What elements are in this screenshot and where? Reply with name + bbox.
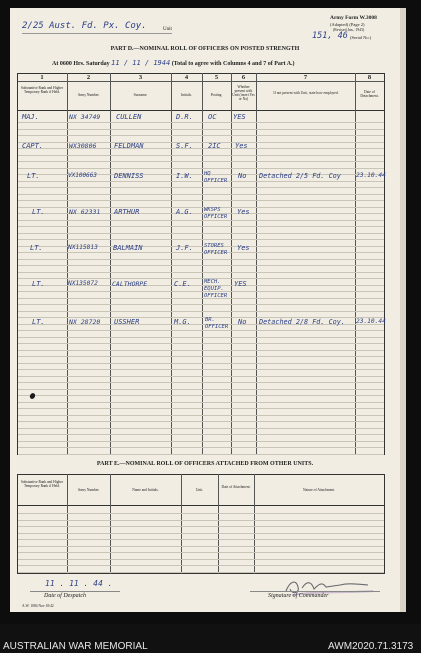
col-border-6 bbox=[256, 73, 257, 455]
ruled-line bbox=[18, 343, 384, 344]
rank-cell: LT. bbox=[32, 280, 45, 288]
surname-cell: CALTHORPE bbox=[112, 280, 148, 288]
ruled-line bbox=[18, 559, 384, 560]
at-date: 11 / 11 / 194 bbox=[111, 59, 166, 67]
ruled-line bbox=[18, 233, 384, 234]
ink-blot bbox=[29, 392, 36, 400]
ruled-line bbox=[18, 454, 384, 455]
ruled-line bbox=[18, 311, 384, 312]
unit-value: 2/25 Aust. Fd. Px. Coy. bbox=[22, 21, 147, 31]
initials-cell: M.G. bbox=[174, 318, 191, 326]
commander-label: Signature of Commander bbox=[268, 593, 329, 599]
col-border-right bbox=[384, 73, 385, 455]
ruled-line bbox=[18, 155, 384, 156]
at-prefix: At 0600 Hrs. Saturday bbox=[52, 61, 110, 67]
posting-cell: BR. OFFICER bbox=[205, 317, 229, 330]
surname-cell: USSHER bbox=[114, 318, 140, 326]
present-cell: Yes bbox=[235, 142, 248, 150]
surname-cell: BALMAIN bbox=[113, 244, 143, 252]
army-number-cell: NX135072 bbox=[68, 280, 98, 287]
army-number-cell: NX 28720 bbox=[69, 318, 101, 326]
initials-cell: J.F. bbox=[176, 244, 193, 252]
col-header-date: Date of Detachment. bbox=[360, 90, 379, 98]
ruled-line bbox=[18, 330, 384, 331]
part-e-col-header-date: Date of Attachment. bbox=[221, 485, 251, 489]
ruled-line bbox=[18, 129, 384, 130]
ruled-line bbox=[18, 526, 384, 527]
col-number-3: 3 bbox=[138, 74, 143, 81]
posting-cell: HQ OFFICER bbox=[204, 171, 228, 184]
col-header-surname: Surname. bbox=[133, 93, 148, 97]
form-revised: (Revised Jan., 1943) bbox=[333, 28, 365, 32]
army-number-cell: NX 62331 bbox=[69, 208, 101, 216]
ruled-line bbox=[18, 389, 384, 390]
rank-cell: LT. bbox=[27, 172, 40, 180]
ruled-line bbox=[18, 428, 384, 429]
col-number-6: 6 bbox=[241, 74, 246, 81]
ruled-line bbox=[18, 415, 384, 416]
initials-cell: A.G. bbox=[176, 208, 193, 216]
col-header-rank: Substantive Rank and Higher Temporary Rank if Held. bbox=[20, 86, 64, 94]
initials-cell: I.W. bbox=[176, 172, 193, 180]
part-e-col-header-name: Name and Initials. bbox=[132, 488, 159, 492]
ruled-line bbox=[18, 520, 384, 521]
ruled-line bbox=[18, 135, 384, 136]
ruled-line bbox=[18, 252, 384, 253]
document-page bbox=[10, 8, 400, 612]
initials-cell: D.R. bbox=[176, 113, 193, 121]
present-cell: No bbox=[238, 172, 247, 180]
part-e-col-header-army-number: Army Number. bbox=[77, 488, 100, 492]
commander-underline bbox=[250, 591, 380, 592]
part-e-col-border-right bbox=[384, 474, 385, 574]
ruled-line bbox=[18, 408, 384, 409]
surname-cell: CULLEN bbox=[116, 113, 142, 121]
catalogue-number: AWM2020.71.3173 bbox=[328, 641, 414, 652]
rank-cell: LT. bbox=[32, 318, 45, 326]
army-number-cell: VX100663 bbox=[68, 172, 97, 179]
unit-label: Unit bbox=[163, 27, 172, 32]
employment-cell: Detached 2/5 Fd. Coy bbox=[259, 172, 341, 180]
part-e-top-border bbox=[17, 474, 384, 475]
surname-cell: ARTHUR bbox=[114, 208, 140, 216]
despatch-underline bbox=[30, 591, 120, 592]
present-cell: Yes bbox=[237, 208, 250, 216]
ruled-line bbox=[18, 434, 384, 435]
ruled-line bbox=[18, 356, 384, 357]
date-cell: 23.10.44 bbox=[356, 318, 386, 325]
part-e-col-header-nature: Nature of Attachment. bbox=[302, 488, 336, 492]
col-header-army-number: Army Number. bbox=[77, 93, 100, 97]
ruled-line bbox=[18, 239, 384, 240]
ruled-line bbox=[18, 539, 384, 540]
ruled-line bbox=[18, 226, 384, 227]
ruled-line bbox=[18, 304, 384, 305]
ruled-line bbox=[18, 369, 384, 370]
col-number-4: 4 bbox=[184, 74, 189, 81]
part-e-header-bottom bbox=[17, 505, 384, 506]
date-cell: 23.10.44 bbox=[356, 172, 386, 179]
ruled-line bbox=[18, 441, 384, 442]
ruled-line bbox=[18, 161, 384, 162]
col-border-5 bbox=[231, 73, 232, 455]
ruled-line bbox=[18, 298, 384, 299]
posting-cell: STORES OFFICER bbox=[204, 243, 228, 256]
page-edge-strip bbox=[400, 8, 406, 612]
col-number-8: 8 bbox=[367, 74, 372, 81]
ruled-line bbox=[18, 546, 384, 547]
col-header-employment: If not present with Unit, state how employed. bbox=[273, 91, 339, 95]
col-number-2: 2 bbox=[86, 74, 91, 81]
col-number-7: 7 bbox=[303, 74, 308, 81]
ruled-line bbox=[18, 278, 384, 279]
header-bottom-border bbox=[17, 110, 384, 111]
form-title: Army Form W.3008 bbox=[330, 15, 377, 21]
ruled-line bbox=[18, 513, 384, 514]
col-number-1: 1 bbox=[40, 74, 44, 81]
ruled-line bbox=[18, 220, 384, 221]
serial-label: (Serial No.) bbox=[350, 35, 372, 40]
army-number-cell: WX30806 bbox=[69, 142, 97, 150]
ruled-line bbox=[18, 421, 384, 422]
col-header-posting: Posting. bbox=[210, 93, 223, 97]
col-number-divider bbox=[17, 81, 384, 82]
at-suffix: (Total to agree with Columns 4 and 7 of Part A.) bbox=[171, 61, 295, 67]
part-d-at-line bbox=[52, 59, 295, 67]
at-year: 4 bbox=[165, 59, 171, 67]
ruled-line bbox=[18, 363, 384, 364]
rank-cell: LT. bbox=[32, 208, 45, 216]
army-number-cell: NX 34749 bbox=[69, 113, 101, 121]
ruled-line bbox=[18, 350, 384, 351]
col-header-initials: Initials. bbox=[181, 93, 192, 97]
ruled-line bbox=[18, 376, 384, 377]
present-cell: Yes bbox=[237, 244, 250, 252]
form-adapted: (Adapted) (Page 2) bbox=[330, 22, 365, 27]
col-header-present: Whether present with Unit (insert Yes or No) bbox=[232, 85, 255, 101]
ruled-line bbox=[18, 168, 384, 169]
ruled-line bbox=[18, 200, 384, 201]
institution-credit: AUSTRALIAN WAR MEMORIAL bbox=[3, 641, 148, 652]
initials-cell: C.E. bbox=[174, 280, 191, 288]
ruled-line bbox=[18, 382, 384, 383]
col-border-3 bbox=[171, 73, 172, 455]
posting-cell: MECH. EQUIP. OFFICER bbox=[204, 279, 228, 299]
part-e-col-header-rank: Substantive Rank and Higher Temporary Rank if Held. bbox=[20, 480, 64, 488]
ruled-line bbox=[18, 552, 384, 553]
present-cell: YES bbox=[233, 113, 246, 121]
ruled-line bbox=[18, 181, 384, 182]
present-cell: YES bbox=[234, 280, 247, 288]
ruled-line bbox=[18, 533, 384, 534]
rank-cell: MAJ. bbox=[22, 113, 39, 121]
present-cell: No bbox=[238, 318, 247, 326]
posting-cell: 2IC bbox=[208, 142, 221, 150]
ruled-line bbox=[18, 337, 384, 338]
ruled-line bbox=[18, 122, 384, 123]
employment-cell: Detached 2/8 Fd. Coy. bbox=[259, 318, 345, 326]
despatch-date: 11 . 11 . 44 . bbox=[45, 579, 113, 588]
col-border-left bbox=[17, 73, 18, 455]
ruled-line bbox=[18, 265, 384, 266]
part-e-title: PART E.—NOMINAL ROLL OF OFFICERS ATTACHED FROM OTHER UNITS. bbox=[96, 461, 314, 467]
ruled-line bbox=[18, 194, 384, 195]
unit-underline bbox=[22, 33, 172, 34]
surname-cell: DENNISS bbox=[114, 172, 144, 180]
rank-cell: CAPT. bbox=[22, 142, 44, 150]
posting-cell: OC bbox=[208, 113, 217, 121]
ruled-line bbox=[18, 272, 384, 273]
ruled-line bbox=[18, 259, 384, 260]
col-border-1 bbox=[67, 73, 68, 455]
ruled-line bbox=[18, 402, 384, 403]
print-code: A.W. 1084 Nov 10/42 bbox=[22, 604, 54, 608]
col-border-2 bbox=[110, 73, 111, 455]
initials-cell: S.F. bbox=[176, 142, 193, 150]
credit-bar bbox=[0, 624, 421, 653]
posting-cell: WKSPS OFFICER bbox=[204, 207, 228, 220]
ruled-line bbox=[18, 447, 384, 448]
col-number-5: 5 bbox=[214, 74, 219, 81]
surname-cell: FELDMAN bbox=[114, 142, 144, 150]
serial-value: 151, 46 bbox=[312, 31, 348, 41]
army-number-cell: NX115813 bbox=[68, 244, 98, 251]
despatch-label: Date of Despatch bbox=[44, 593, 86, 599]
part-d-title: PART D.—NOMINAL ROLL OF OFFICERS ON POSTED STRENGTH bbox=[110, 46, 300, 52]
col-border-4 bbox=[202, 73, 203, 455]
ruled-line bbox=[18, 395, 384, 396]
ruled-line bbox=[18, 565, 384, 566]
rank-cell: LT. bbox=[30, 244, 43, 252]
ruled-line bbox=[18, 291, 384, 292]
part-e-col-header-unit: Unit. bbox=[195, 488, 204, 492]
ruled-line bbox=[18, 187, 384, 188]
col-border-7 bbox=[355, 73, 356, 455]
